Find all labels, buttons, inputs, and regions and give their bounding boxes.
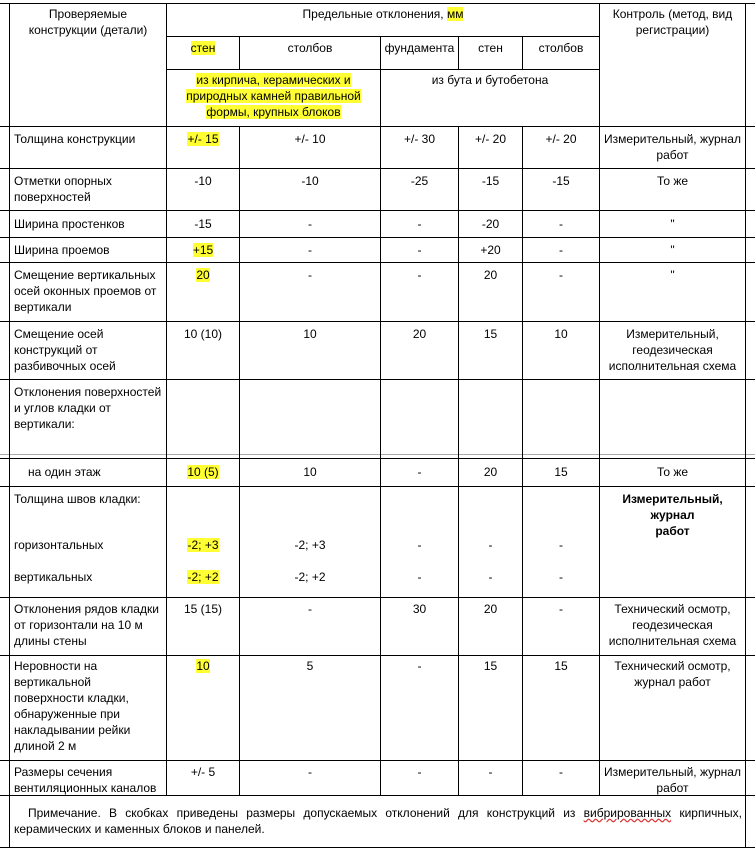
row-joints-horizontal-v4: - — [488, 538, 493, 552]
row-joints-horizontal-v5: - — [559, 538, 563, 552]
row-support-control: То же — [656, 174, 689, 188]
row-piers-v1: -15 — [194, 217, 212, 231]
row-unevenness-v4: 15 — [483, 659, 498, 673]
row-support-v4: -15 — [481, 174, 500, 188]
row-vent-v2: - — [308, 765, 312, 779]
row-per-floor-label: на один этаж — [28, 465, 101, 479]
row-axes-shift-v2: 10 — [303, 327, 317, 341]
row-joints-horizontal-label: горизонтальных — [14, 538, 104, 552]
row-rows-dev-v1: 15 (15) — [183, 602, 223, 616]
row-unevenness-label: Неровности на вертикальной поверхности кладки, обнаруженные при накладывании рейки длиной 2 м — [14, 659, 131, 753]
row-support-label: Отметки опорных поверхностей — [14, 174, 112, 204]
row-vent-control: Измерительный, журнал работ — [604, 765, 741, 795]
group-rubble: из бута и бутобетона — [431, 73, 549, 87]
row-joints-label: Толщина швов кладки: — [14, 492, 141, 506]
row-window-axes-v2: - — [308, 268, 312, 282]
group-brick: из кирпича, керамических и природных камней правильной формы, крупных блоков — [186, 73, 361, 119]
row-joints-horizontal-v1: -2; +3 — [187, 538, 219, 552]
row-surface-dev-label: Отклонения поверхностей и углов кладки от вертикали: — [14, 385, 162, 431]
row-rows-dev-v4: 20 — [483, 602, 498, 616]
row-joints-control: Измерительный, журнал работ — [622, 492, 723, 538]
row-piers-control: " — [670, 217, 675, 231]
row-support-v3: -25 — [410, 174, 429, 188]
row-openings-v2: - — [308, 243, 312, 257]
row-vent-label: Размеры сечения вентиляционных каналов — [14, 765, 157, 795]
row-joints-vertical-label: вертикальных — [14, 570, 93, 584]
row-vent-v4: - — [488, 765, 493, 779]
row-unevenness-control: Технический осмотр, журнал работ — [614, 659, 731, 689]
row-rows-dev-v5: - — [559, 602, 563, 616]
row-thickness-label: Толщина конструкции — [14, 132, 136, 146]
row-axes-shift-label: Смещение осей конструкций от разбивочных осей — [14, 327, 116, 373]
row-piers-label: Ширина простенков — [14, 217, 125, 231]
note-misspelled-word: вибрированных — [583, 806, 672, 820]
row-joints-vertical-v4: - — [488, 570, 493, 584]
subheader-walls-1: стен — [190, 41, 216, 55]
row-vent-v1: +/- 5 — [190, 765, 216, 779]
row-thickness-control: Измерительный, журнал работ — [604, 132, 741, 162]
row-per-floor-v2: 10 — [303, 465, 317, 479]
header-deviations-text: Предельные отклонения, — [302, 7, 447, 21]
row-thickness-v1: +/- 15 — [187, 132, 219, 146]
row-openings-v4: +20 — [480, 243, 501, 257]
row-window-axes-label: Смещение вертикальных осей оконных проемов от вертикали — [14, 268, 157, 314]
row-joints-vertical-v3: - — [417, 570, 422, 584]
row-per-floor-v5: 15 — [554, 465, 568, 479]
row-joints-horizontal-v3: - — [417, 538, 422, 552]
subheader-foundation: фундамента — [384, 41, 455, 55]
row-support-v2: -10 — [301, 174, 319, 188]
row-joints-horizontal-v2: -2; +3 — [294, 538, 326, 552]
row-unevenness-v3: - — [417, 659, 422, 673]
row-piers-v3: - — [417, 217, 422, 231]
row-rows-dev-v3: 30 — [412, 602, 427, 616]
row-piers-v2: - — [308, 217, 312, 231]
row-openings-v3: - — [417, 243, 422, 257]
row-window-axes-v5: - — [559, 268, 563, 282]
row-joints-vertical-v5: - — [559, 570, 563, 584]
row-joints-vertical-v1: -2; +2 — [187, 570, 219, 584]
header-checked-structures: Проверяемые конструкции (детали) — [28, 7, 148, 37]
subheader-pillars-2: столбов — [538, 41, 584, 55]
row-openings-label: Ширина проемов — [14, 243, 110, 257]
row-rows-dev-v2: - — [308, 602, 312, 616]
subheader-walls-2: стен — [478, 41, 503, 55]
row-piers-v5: - — [559, 217, 563, 231]
row-support-v5: -15 — [552, 174, 570, 188]
row-vent-v3: - — [417, 765, 422, 779]
table-note: Примечание. В скобках приведены размеры допускаемых отклонений для конструкций из вибрированных кирпичных, керамических и каменных блоков и панелей. — [14, 806, 743, 836]
row-window-axes-v3: - — [417, 268, 422, 282]
row-unevenness-v5: 15 — [554, 659, 568, 673]
row-axes-shift-control: Измерительный, геодезическая исполнительная схема — [608, 327, 737, 373]
row-axes-shift-v5: 10 — [554, 327, 568, 341]
row-thickness-v4: +/- 20 — [474, 132, 507, 146]
row-vent-v5: - — [559, 765, 563, 779]
row-per-floor-control: То же — [656, 465, 689, 479]
row-thickness-v3: +/- 30 — [403, 132, 436, 146]
row-joints-vertical-v2: -2; +2 — [294, 570, 326, 584]
row-support-v1: -10 — [194, 174, 212, 188]
row-thickness-v2: +/- 10 — [294, 132, 326, 146]
row-axes-shift-v4: 15 — [483, 327, 498, 341]
row-rows-dev-control: Технический осмотр, геодезическая исполнительная схема — [608, 602, 737, 648]
row-axes-shift-v3: 20 — [412, 327, 427, 341]
row-window-axes-v4: 20 — [483, 268, 498, 282]
row-openings-control: " — [670, 243, 675, 257]
row-window-axes-v1: 20 — [196, 268, 210, 282]
row-axes-shift-v1: 10 (10) — [183, 327, 223, 341]
subheader-pillars-1: столбов — [287, 41, 333, 55]
row-openings-v1: +15 — [192, 243, 214, 257]
header-deviations-unit: мм — [446, 7, 464, 21]
row-per-floor-v4: 20 — [483, 465, 498, 479]
row-piers-v4: -20 — [481, 217, 500, 231]
row-per-floor-v3: - — [417, 465, 422, 479]
row-window-axes-control: " — [670, 268, 675, 282]
row-rows-dev-label: Отклонения рядов кладки от горизонтали на 10 м длины стены — [14, 602, 159, 648]
header-deviations — [167, 6, 599, 22]
row-openings-v5: - — [559, 243, 563, 257]
row-thickness-v5: +/- 20 — [545, 132, 577, 146]
row-unevenness-v1: 10 — [196, 659, 210, 673]
row-unevenness-v2: 5 — [306, 659, 314, 673]
row-per-floor-v1: 10 (5) — [187, 465, 219, 479]
header-control: Контроль (метод, вид регистрации) — [612, 7, 733, 37]
